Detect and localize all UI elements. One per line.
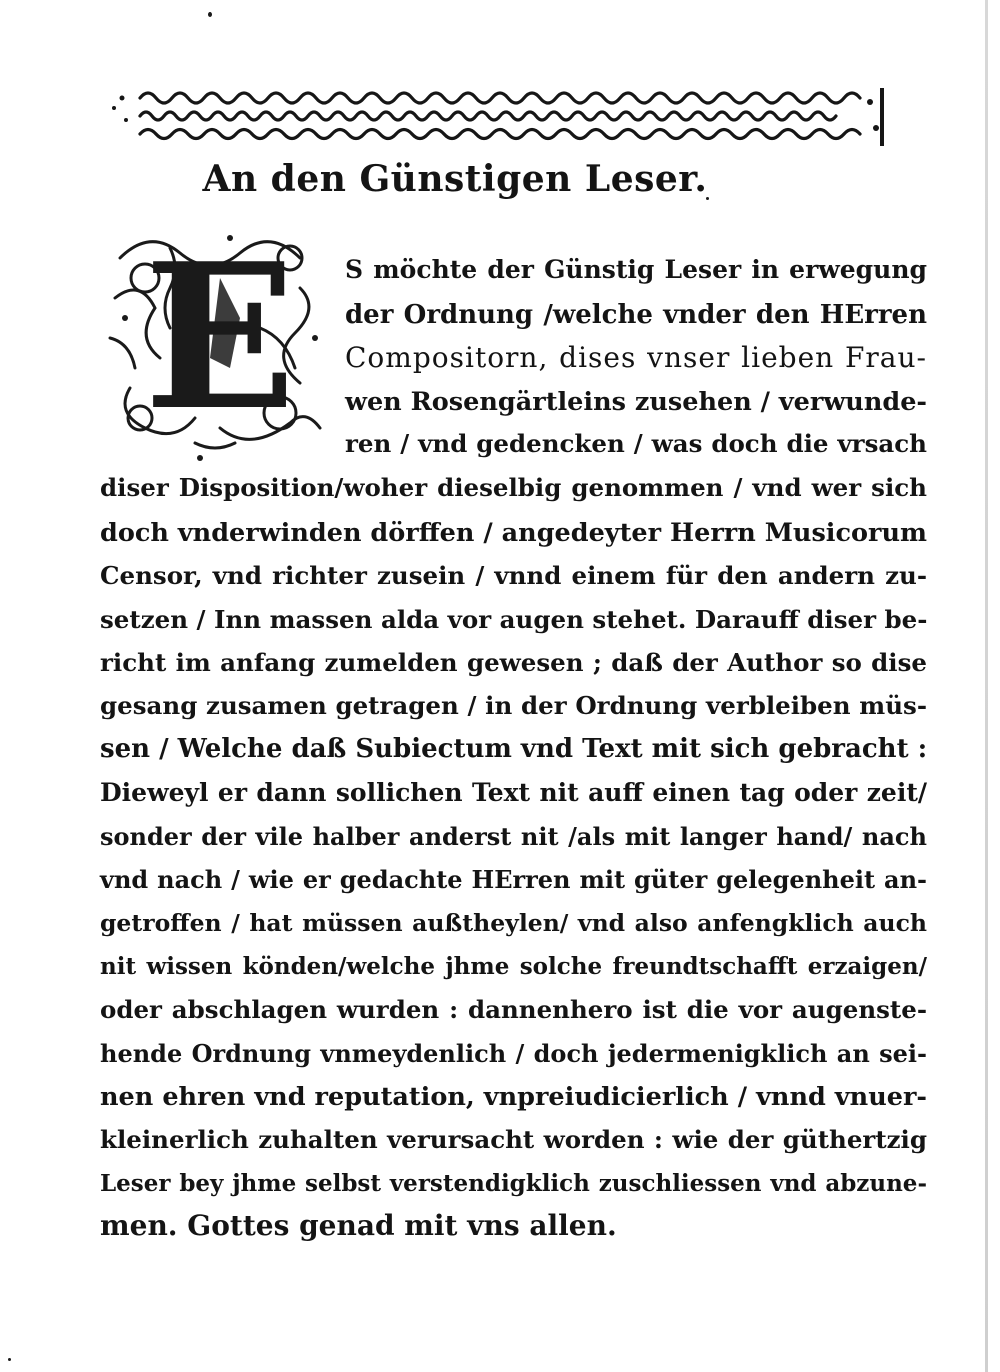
ink-speck xyxy=(8,1358,11,1361)
ink-speck xyxy=(208,12,212,17)
text-line: ren / vnd gedencken / was doch die vrsach xyxy=(345,429,927,458)
text-line-last: men. Gottes genad mit vns allen. xyxy=(100,1209,617,1242)
text-line: doch vnderwinden dörffen / angedeyter Herrn Musicorum xyxy=(100,518,927,548)
text-line: S möchte der Günstig Leser in erwegung xyxy=(345,255,927,284)
text-line: richt im anfang zumelden gewesen ; daß der Author so dise xyxy=(100,648,927,677)
text-line: wen Rosengärtleins zusehen / verwunde- xyxy=(345,387,927,417)
text-line: setzen / Inn massen alda vor augen stehet. Darauff diser be- xyxy=(100,605,928,634)
text-line: sen / Welche daß Subiectum vnd Text mit sich gebracht : xyxy=(100,734,928,764)
text-line: oder abschlagen wurden : dannenhero ist die vor augenste- xyxy=(100,995,927,1024)
text-line: getroffen / hat müssen außtheylen/ vnd also anfengklich auch xyxy=(100,909,927,937)
decorated-initial xyxy=(100,218,332,468)
text-line: gesang zusamen getragen / in der Ordnung verbleiben müs- xyxy=(100,691,927,720)
text-line: kleinerlich zuhalten verursacht worden : wie der güthertzig xyxy=(100,1125,927,1154)
text-line: nen ehren vnd reputation, vnpreiudicierlich / vnnd vnuer- xyxy=(100,1082,927,1112)
scan-edge xyxy=(985,0,988,1372)
text-line: hende Ordnung vnmeydenlich / doch jedermenigklich an sei- xyxy=(100,1039,927,1068)
ornament-band xyxy=(100,80,890,150)
page-title: An den Günstigen Leser. xyxy=(202,158,708,200)
text-line: sonder der vile halber anderst nit /als mit langer hand/ nach xyxy=(100,822,927,851)
text-line: Compositorn, dises vnser lieben Frau- xyxy=(345,341,927,374)
text-line: Leser bey jhme selbst verstendigklich zuschliessen vnd abzune- xyxy=(100,1170,927,1197)
text-line: diser Disposition/woher dieselbig genommen / vnd wer sich xyxy=(100,473,927,502)
initial-letter: E xyxy=(143,220,297,455)
text-line: nit wissen könden/welche jhme solche freundtschafft erzaigen/ xyxy=(100,953,927,980)
text-line: Dieweyl er dann sollichen Text nit auff einen tag oder zeit/ xyxy=(100,778,927,807)
text-line: der Ordnung /welche vnder den HErren xyxy=(345,300,927,330)
text-line: vnd nach / wie er gedachte HErren mit güter gelegenheit an- xyxy=(100,865,927,894)
text-line: Censor, vnd richter zusein / vnnd einem für den andern zu- xyxy=(100,561,927,590)
